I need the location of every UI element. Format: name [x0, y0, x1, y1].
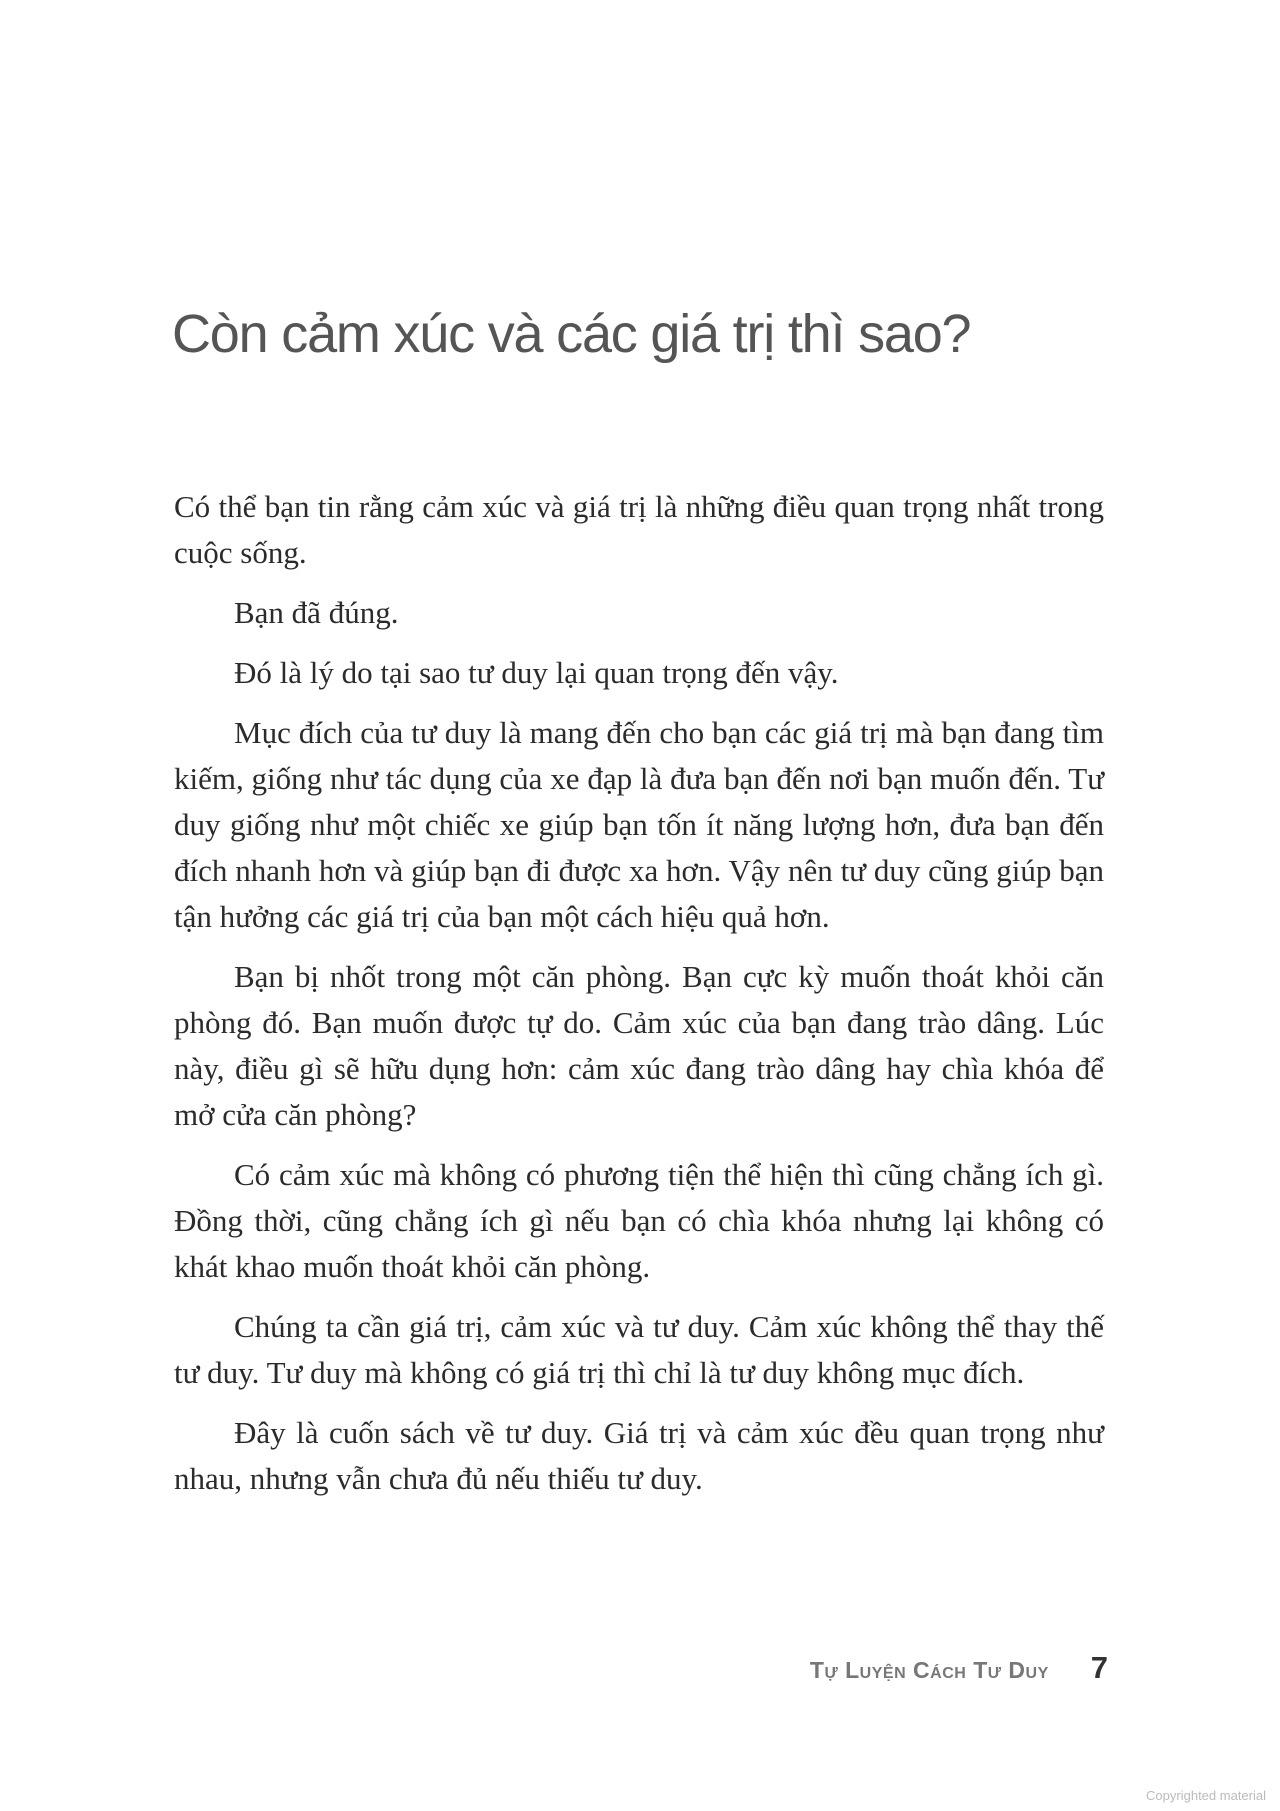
- paragraph: Đó là lý do tại sao tư duy lại quan trọng đến vậy.: [234, 655, 839, 690]
- paragraph: Có cảm xúc mà không có phương tiện thể hiện thì cũng chẳng ích gì. Đồng thời, cũng chẳng ích gì nếu bạn có chìa khóa nhưng lại không có khát khao muốn thoát khỏi căn phòng.: [174, 1157, 1104, 1284]
- paragraph: Có thể bạn tin rằng cảm xúc và giá trị là những điều quan trọng nhất trong cuộc sống.: [174, 489, 1104, 570]
- running-footer-title: Tự Luyện Cách Tư Duy: [809, 1657, 1049, 1683]
- paragraph: Mục đích của tư duy là mang đến cho bạn các giá trị mà bạn đang tìm kiếm, giống như tác dụng của xe đạp là đưa bạn đến nơi bạn muốn đến. Tư duy giống như một chiếc xe giúp bạn tốn ít năng lượng hơn, đưa bạn đến đích nhanh hơn và giúp bạn đi được xa hơn. Vậy nên tư duy cũng giúp bạn tận hưởng các giá trị của bạn một cách hiệu quả hơn.: [174, 715, 1104, 934]
- page-number: 7: [1090, 1650, 1108, 1685]
- copyright-watermark: Copyrighted material: [1146, 1788, 1266, 1803]
- chapter-title: Còn cảm xúc và các giá trị thì sao?: [172, 304, 971, 364]
- paragraph: Bạn đã đúng.: [234, 595, 399, 630]
- paragraph: Bạn bị nhốt trong một căn phòng. Bạn cực kỳ muốn thoát khỏi căn phòng đó. Bạn muốn được tự do. Cảm xúc của bạn đang trào dâng. Lúc này, điều gì sẽ hữu dụng hơn: cảm xúc đang trào dâng hay chìa khóa để mở cửa căn phòng?: [174, 959, 1104, 1132]
- paragraph: Chúng ta cần giá trị, cảm xúc và tư duy. Cảm xúc không thể thay thế tư duy. Tư duy mà không có giá trị thì chỉ là tư duy không mục đích.: [174, 1309, 1104, 1390]
- page-footer: [810, 1650, 1108, 1686]
- body-text: [174, 484, 1104, 1516]
- paragraph: Đây là cuốn sách về tư duy. Giá trị và cảm xúc đều quan trọng như nhau, nhưng vẫn chưa đủ nếu thiếu tư duy.: [174, 1415, 1104, 1496]
